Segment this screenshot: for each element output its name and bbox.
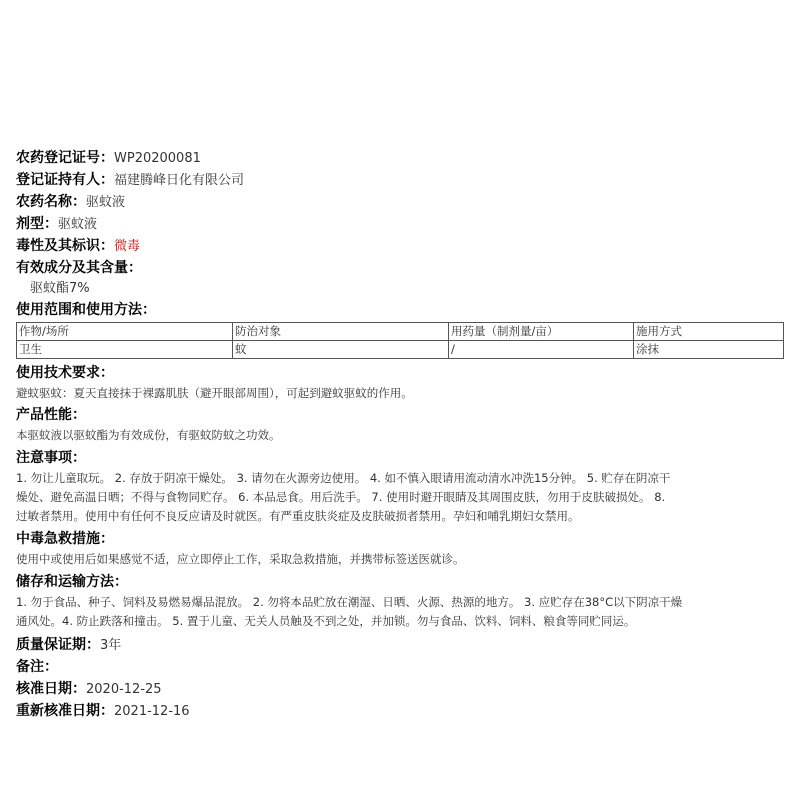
ingredient-value: 驱蚊酯7%: [30, 281, 90, 296]
usage-cell-target: 蚊: [233, 341, 449, 359]
registration-number-row: [16, 147, 786, 169]
ingredient-row: [16, 257, 786, 279]
cautions-line-1: 1. 勿让儿童取玩。 2. 存放于阴凉干燥处。 3. 请勿在火源旁边使用。 4. 如不慎入眼请用流动清水冲洗15分钟。 5. 贮存在阴凉干: [16, 471, 671, 485]
firstaid-title: 中毒急救措施：: [16, 531, 114, 547]
pesticide-name-row: [16, 191, 786, 213]
pesticide-name-label: 农药名称：: [16, 194, 86, 210]
approval-date-label: 核准日期：: [16, 681, 86, 697]
usage-cell-crop: 卫生: [17, 341, 233, 359]
usage-header-crop: 作物/场所: [17, 323, 233, 341]
remarks-label: 备注：: [16, 659, 58, 675]
performance-title: 产品性能：: [16, 407, 86, 423]
approval-date-value: 2020-12-25: [86, 682, 162, 697]
approval-date-row: [16, 678, 786, 700]
usage-header-method: 施用方式: [634, 323, 784, 341]
cautions-title: 注意事项：: [16, 450, 86, 466]
cautions-line-3: 过敏者禁用。使用中有任何不良反应请及时就医。有严重皮肤炎症及皮肤破损者禁用。孕妇和哺乳期妇女禁用。: [16, 509, 580, 523]
ingredient-label: 有效成分及其含量：: [16, 260, 142, 276]
reapproval-date-label: 重新核准日期：: [16, 703, 114, 719]
usage-header-target: 防治对象: [233, 323, 449, 341]
pesticide-registration-document: [16, 147, 786, 722]
tech-text: 避蚊驱蚊：夏天直接抹于裸露肌肤（避开眼部周围），可起到避蚊驱蚊的作用。: [16, 386, 413, 400]
registration-number-label: 农药登记证号：: [16, 150, 114, 166]
formulation-row: [16, 213, 786, 235]
usage-title: 使用范围和使用方法：: [16, 302, 156, 318]
toxicity-label: 毒性及其标识：: [16, 238, 114, 254]
storage-line-1: 1. 勿于食品、种子、饲料及易燃易爆品混放。 2. 勿将本品贮放在潮湿、日晒、火源、热源的地方。 3. 应贮存在38°C以下阴凉干燥: [16, 595, 683, 609]
usage-cell-method: 涂抹: [634, 341, 784, 359]
toxicity-row: [16, 235, 786, 257]
performance-text: 本驱蚊液以驱蚊酯为有效成份，有驱蚊防蚊之功效。: [16, 428, 281, 442]
tech-title: 使用技术要求：: [16, 365, 114, 381]
reapproval-date-row: [16, 700, 786, 722]
toxicity-value: 微毒: [114, 239, 141, 254]
usage-table: [16, 322, 784, 359]
remarks-row: [16, 656, 786, 678]
pesticide-name-value: 驱蚊液: [86, 195, 126, 210]
registration-number-value: WP20200081: [114, 151, 201, 166]
reapproval-date-value: 2021-12-16: [114, 704, 190, 719]
shelf-life-value: 3年: [100, 638, 122, 653]
usage-header-dosage: 用药量（制剂量/亩）: [449, 323, 634, 341]
usage-cell-dosage: /: [449, 341, 634, 359]
usage-table-header: [17, 323, 784, 341]
holder-value: 福建腾峰日化有限公司: [114, 173, 245, 188]
shelf-life-label: 质量保证期：: [16, 637, 100, 653]
storage-title: 储存和运输方法：: [16, 574, 128, 590]
holder-row: [16, 169, 786, 191]
table-row: [17, 341, 784, 359]
formulation-value: 驱蚊液: [58, 217, 98, 232]
firstaid-text: 使用中或使用后如果感觉不适，应立即停止工作，采取急救措施，并携带标签送医就诊。: [16, 552, 465, 566]
shelf-life-row: [16, 634, 786, 656]
formulation-label: 剂型：: [16, 216, 58, 232]
cautions-line-2: 燥处、避免高温日晒；不得与食物同贮存。 6. 本品忌食。用后洗手。 7. 使用时避开眼睛及其周围皮肤，勿用于皮肤破损处。 8.: [16, 490, 666, 504]
holder-label: 登记证持有人：: [16, 172, 114, 188]
storage-line-2: 通风处。4. 防止跌落和撞击。 5. 置于儿童、无关人员触及不到之处，并加锁。勿与食品、饮料、饲料、粮食等同贮同运。: [16, 614, 636, 628]
